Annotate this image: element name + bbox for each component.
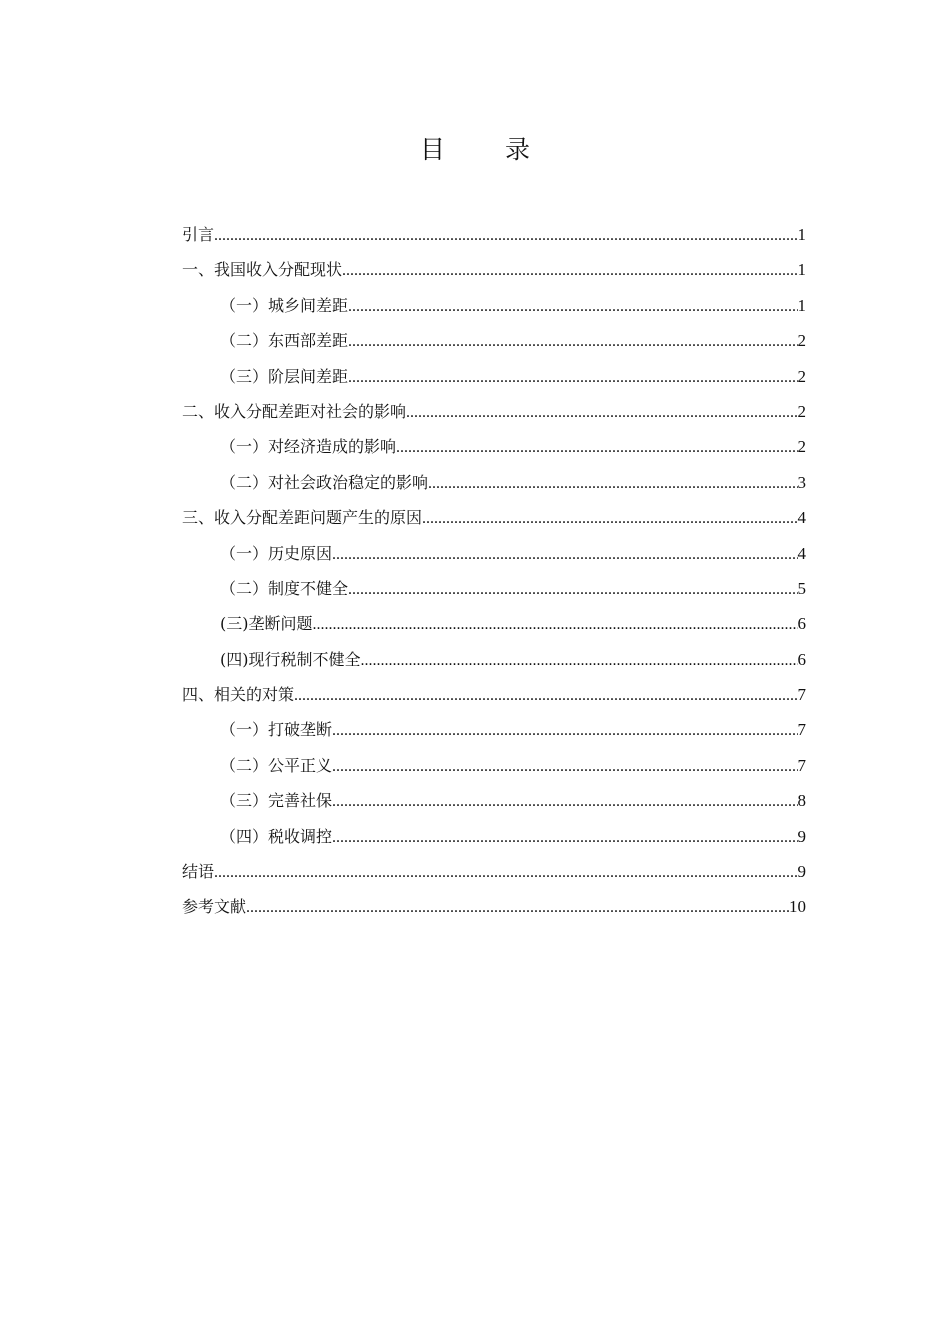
toc-dot-leader <box>246 890 789 925</box>
toc-dot-leader <box>406 395 797 430</box>
toc-page-number: 7 <box>797 755 806 775</box>
toc-entry[interactable] <box>182 854 806 889</box>
toc-entry-label: （三）阶层间差距 <box>220 366 349 386</box>
toc-entry-label: （四）税收调控 <box>220 826 333 846</box>
toc-entry-label: 一、我国收入分配现状 <box>182 260 343 280</box>
toc-dot-leader <box>396 430 797 465</box>
toc-page-number: 10 <box>789 897 806 917</box>
toc-entry-label: （一）打破垄断 <box>220 720 333 740</box>
toc-page-number: 6 <box>797 649 806 669</box>
toc-entry[interactable] <box>182 748 806 783</box>
toc-entry-label: （二）东西部差距 <box>220 331 349 351</box>
toc-dot-leader <box>422 501 797 536</box>
toc-entry-label: 引言 <box>182 225 215 244</box>
toc-entry-label: （二）公平正义 <box>220 755 333 775</box>
toc-entry[interactable] <box>182 712 806 747</box>
toc-dot-leader <box>332 749 797 784</box>
toc-entry[interactable] <box>182 359 806 394</box>
toc-entry-label: （一）对经济造成的影响 <box>220 437 397 457</box>
toc-list <box>182 217 806 925</box>
toc-dot-leader <box>332 713 797 748</box>
toc-entry-label: 参考文献 <box>182 897 247 917</box>
toc-dot-leader <box>361 643 798 678</box>
toc-page-number: 1 <box>797 295 806 315</box>
toc-entry-label: 三、收入分配差距问题产生的原因 <box>182 508 423 528</box>
toc-entry-label: （二）对社会政治稳定的影响 <box>220 472 429 492</box>
toc-entry-label: （三）完善社保 <box>220 791 333 811</box>
toc-entry[interactable] <box>182 606 806 641</box>
toc-entry[interactable] <box>182 465 806 500</box>
toc-dot-leader <box>348 572 797 607</box>
toc-entry-label: (四)现行税制不健全 <box>220 649 361 669</box>
toc-entry[interactable] <box>182 677 806 712</box>
toc-entry[interactable] <box>182 217 806 252</box>
toc-page-number: 9 <box>797 826 806 846</box>
toc-entry-label: （二）制度不健全 <box>220 578 349 598</box>
toc-dot-leader <box>342 253 797 288</box>
toc-page-number: 7 <box>797 685 806 705</box>
toc-entry[interactable] <box>182 783 806 818</box>
toc-page-number: 1 <box>797 225 806 244</box>
toc-dot-leader <box>348 324 797 359</box>
toc-dot-leader <box>214 218 797 253</box>
toc-dot-leader <box>332 537 797 572</box>
toc-dot-leader <box>214 855 797 890</box>
toc-page-number: 2 <box>797 437 806 457</box>
toc-entry[interactable] <box>182 394 806 429</box>
toc-page-number: 2 <box>797 401 806 421</box>
toc-dot-leader <box>428 466 797 501</box>
toc-page-number: 6 <box>797 614 806 634</box>
toc-dot-leader <box>332 784 797 819</box>
toc-entry-label: 四、相关的对策 <box>182 685 295 705</box>
toc-entry[interactable] <box>182 323 806 358</box>
toc-page-number: 2 <box>797 366 806 386</box>
toc-title: 目 录 <box>420 135 556 164</box>
toc-dot-leader <box>294 678 797 713</box>
toc-entry-label: （一）历史原因 <box>220 543 333 563</box>
toc-entry[interactable] <box>182 429 806 464</box>
toc-dot-leader <box>348 360 797 395</box>
toc-page-number: 8 <box>797 791 806 811</box>
toc-entry-label: 二、收入分配差距对社会的影响 <box>182 401 407 421</box>
toc-dot-leader <box>348 289 797 324</box>
toc-entry[interactable] <box>182 642 806 677</box>
toc-entry[interactable] <box>182 819 806 854</box>
toc-entry[interactable] <box>182 536 806 571</box>
toc-page-number: 9 <box>797 862 806 882</box>
toc-page-number: 4 <box>797 543 806 563</box>
toc-entry-label: 结语 <box>182 862 215 882</box>
toc-page-number: 2 <box>797 331 806 351</box>
toc-entry-label: （一）城乡间差距 <box>220 295 349 315</box>
toc-entry[interactable] <box>182 889 806 924</box>
toc-entry-label: (三)垄断问题 <box>220 614 313 634</box>
toc-dot-leader <box>313 607 798 642</box>
toc-page-number: 5 <box>797 578 806 598</box>
toc-entry[interactable] <box>182 500 806 535</box>
toc-dot-leader <box>332 820 797 855</box>
toc-page-number: 7 <box>797 720 806 740</box>
toc-entry[interactable] <box>182 288 806 323</box>
toc-page-number: 3 <box>797 472 806 492</box>
toc-page-number: 4 <box>797 508 806 528</box>
toc-entry[interactable] <box>182 252 806 287</box>
toc-entry[interactable] <box>182 571 806 606</box>
toc-page-number: 1 <box>797 260 806 280</box>
